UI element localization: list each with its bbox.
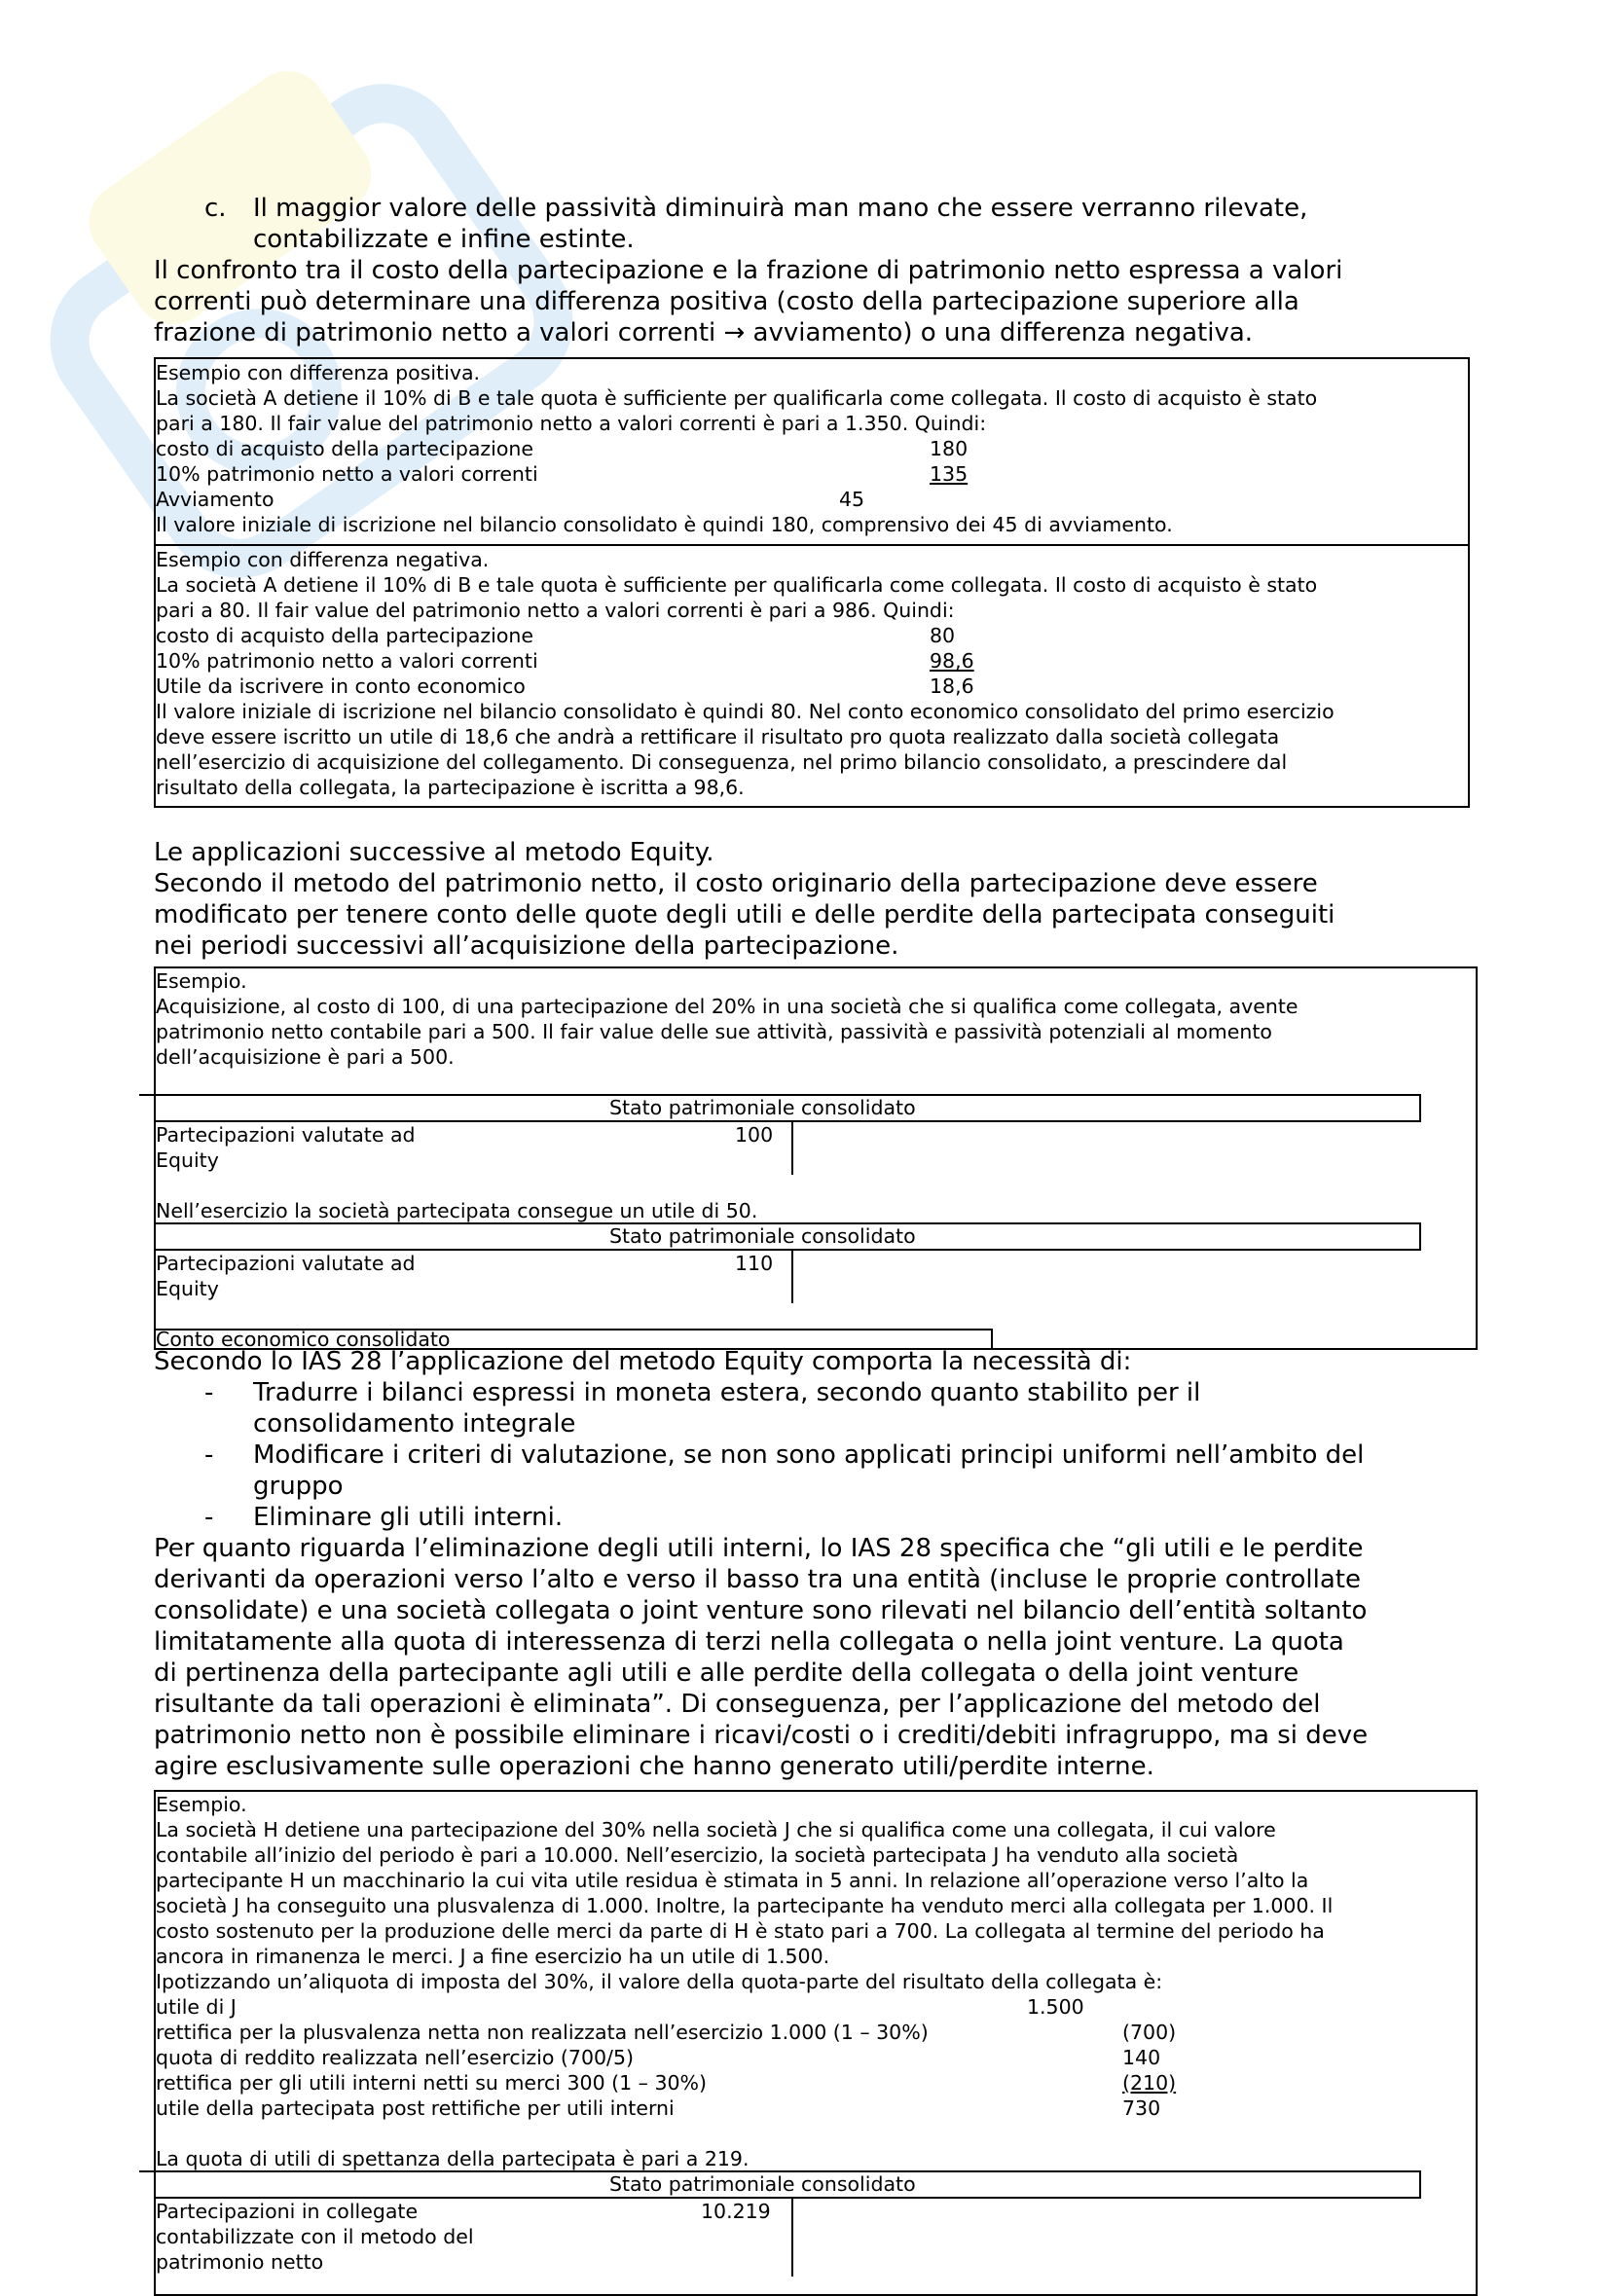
example-h-row4-label: rettifica per gli utili interni netti su merci 300 (1 – 30%)	[156, 2071, 708, 2095]
sp3-title: Stato patrimoniale consolidato	[609, 2172, 916, 2196]
example-h-row3-value: 140	[1122, 2046, 1161, 2069]
example-h-row4-value: (210)	[1122, 2071, 1177, 2095]
example-negative-row1-value: 80	[930, 624, 956, 647]
ias-para-line3: consolidate) e una società collegata o joint venture sono rilevati nel bilancio dell’entità soltanto	[154, 1596, 1368, 1625]
list-marker-c: c.	[204, 194, 227, 223]
sp1-value: 100	[735, 1123, 774, 1147]
example-negative-line2: pari a 80. Il fair value del patrimonio netto a valori correnti è pari a 986. Quindi:	[156, 599, 955, 622]
equity-example-line3: dell’acquisizione è pari a 500.	[156, 1045, 455, 1069]
bullet-2-line2: gruppo	[253, 1472, 344, 1501]
example-positive-row2-value: 135	[930, 462, 969, 486]
example-negative-row3-label: Utile da iscrivere in conto economico	[156, 674, 526, 698]
sp3-column-divider	[791, 2199, 793, 2277]
sp3-label-line2: contabilizzate con il metodo del	[156, 2225, 474, 2248]
example-positive-line1: La società A detiene il 10% di B e tale quota è sufficiente per qualificarla come collegata. Il costo di acquisto è stato	[156, 386, 1318, 410]
example-positive-row2-label: 10% patrimonio netto a valori correnti	[156, 462, 538, 486]
sp1-title: Stato patrimoniale consolidato	[609, 1096, 916, 1119]
example-h-row1-value: 1.500	[1027, 1995, 1084, 2019]
example-positive-row3-value: 45	[839, 488, 865, 511]
example-h-row2-value: (700)	[1122, 2021, 1177, 2044]
example-negative-title: Esempio con differenza negativa.	[156, 548, 490, 571]
equity-example-line1: Acquisizione, al costo di 100, di una partecipazione del 20% in una società che si qualifica come collegata, avente	[156, 995, 1298, 1018]
example-positive-conclusion: Il valore iniziale di iscrizione nel bilancio consolidato è quindi 180, comprensivo dei 45 di avviamento.	[156, 513, 1173, 536]
example-positive-title: Esempio con differenza positiva.	[156, 361, 481, 384]
example-h-row3-label: quota di reddito realizzata nell’esercizio (700/5)	[156, 2046, 634, 2069]
example-h-line7: Ipotizzando un’aliquota di imposta del 30%, il valore della quota-parte del risultato della collegata è:	[156, 1970, 1163, 1993]
ias-para-line5: di pertinenza della partecipante agli utili e alle perdite della collegata o della joint venture	[154, 1658, 1299, 1688]
sp3-label-line1: Partecipazioni in collegate	[156, 2200, 419, 2223]
example-h-quota-text: La quota di utili di spettanza della partecipata è pari a 219.	[156, 2147, 750, 2170]
example-h-line2: contabile all’inizio del periodo è pari a 10.000. Nell’esercizio, la società partecipata J ha venduto alla società	[156, 1843, 1239, 1867]
bullet-2-line1: Modificare i criteri di valutazione, se non sono applicati principi uniformi nell’ambito del	[253, 1440, 1365, 1470]
example-h-line6: ancora in rimanenza le merci. J a fine esercizio ha un utile di 1.500.	[156, 1945, 830, 1968]
equity-example-line2: patrimonio netto contabile pari a 500. Il fair value delle sue attività, passività e passività potenziali al momento	[156, 1020, 1272, 1043]
example-negative-conclusion-1: Il valore iniziale di iscrizione nel bilancio consolidato è quindi 80. Nel conto economico consolidato del primo esercizio	[156, 700, 1335, 723]
para-line2: correnti può determinare una differenza positiva (costo della partecipazione superiore alla	[154, 287, 1299, 316]
ias-para-line4: limitatamente alla quota di interessenza di terzi nella collegata o nella joint venture. La quota	[154, 1627, 1344, 1657]
examples-divider	[154, 544, 1470, 546]
example-negative-row1-label: costo di acquisto della partecipazione	[156, 624, 534, 647]
example-h-title: Esempio.	[156, 1793, 247, 1816]
example-positive-row1-label: costo di acquisto della partecipazione	[156, 437, 534, 460]
example-negative-row2-label: 10% patrimonio netto a valori correnti	[156, 649, 538, 673]
ias-para-line7: patrimonio netto non è possibile eliminare i ricavi/costi o i crediti/debiti infragruppo, ma si deve	[154, 1721, 1369, 1750]
sp2-column-divider	[791, 1251, 793, 1303]
example-negative-conclusion-4: risultato della collegata, la partecipazione è iscritta a 98,6.	[156, 776, 745, 799]
example-h-row5-value: 730	[1122, 2096, 1161, 2120]
sp3-line-stub	[139, 2170, 156, 2172]
bullet-1-line2: consolidamento integrale	[253, 1409, 576, 1439]
equity-example-title: Esempio.	[156, 969, 247, 993]
sp2-value: 110	[735, 1252, 774, 1275]
example-h-line4: società J ha conseguito una plusvalenza di 1.000. Inoltre, la partecipante ha venduto merci alla collegata per 1.000. Il	[156, 1894, 1334, 1917]
utile-text: Nell’esercizio la società partecipata consegue un utile di 50.	[156, 1199, 758, 1222]
equity-heading: Le applicazioni successive al metodo Equity.	[154, 838, 714, 867]
example-h-line5: costo sostenuto per la produzione delle merci da parte di H è stato pari a 700. La collegata al termine del periodo ha	[156, 1919, 1325, 1943]
sp3-value: 10.219	[701, 2200, 771, 2223]
para-line3: frazione di patrimonio netto a valori correnti → avviamento) o una differenza negativa.	[154, 318, 1254, 347]
example-positive-row1-value: 180	[930, 437, 969, 460]
sp1-column-divider	[791, 1122, 793, 1175]
bullet-3-line1: Eliminare gli utili interni.	[253, 1503, 564, 1532]
example-h-line1: La società H detiene una partecipazione del 30% nella società J che si qualifica come una collegata, il cui valore	[156, 1818, 1276, 1841]
sp2-title: Stato patrimoniale consolidato	[609, 1224, 916, 1248]
sp1-label-line2: Equity	[156, 1148, 219, 1172]
example-h-row1-label: utile di J	[156, 1995, 237, 2019]
sp2-label-line1: Partecipazioni valutate ad	[156, 1252, 416, 1275]
example-h-row5-label: utile della partecipata post rettifiche per utili interni	[156, 2096, 675, 2120]
ias-para-line1: Per quanto riguarda l’eliminazione degli utili interni, lo IAS 28 specifica che “gli utili e le perdite	[154, 1534, 1364, 1563]
bullet-1-marker: -	[204, 1378, 214, 1407]
example-negative-line1: La società A detiene il 10% di B e tale quota è sufficiente per qualificarla come collegata. Il costo di acquisto è stato	[156, 573, 1318, 597]
ias-para-line2: derivanti da operazioni verso l’alto e verso il basso tra una entità (incluse le proprie controllate	[154, 1565, 1361, 1594]
ce-title: Conto economico consolidato	[156, 1328, 451, 1351]
item-c-line1: Il maggior valore delle passività diminuirà man mano che essere verranno rilevate,	[253, 194, 1308, 223]
example-positive-row3-label: Avviamento	[156, 488, 274, 511]
sp3-label-line3: patrimonio netto	[156, 2250, 324, 2274]
equity-para-line2: modificato per tenere conto delle quote degli utili e delle perdite della partecipata conseguiti	[154, 900, 1335, 929]
para-line1: Il confronto tra il costo della partecipazione e la frazione di patrimonio netto espressa a valori	[154, 256, 1343, 285]
equity-para-line3: nei periodi successivi all’acquisizione della partecipazione.	[154, 931, 899, 961]
sp1-line-stub	[139, 1094, 156, 1096]
bullet-3-marker: -	[204, 1503, 214, 1532]
example-negative-row3-value: 18,6	[930, 674, 974, 698]
example-h-line3: partecipante H un macchinario la cui vita utile residua è stimata in 5 anni. In relazione all’operazione verso l’alto la	[156, 1869, 1309, 1892]
ias-para-line6: risultante da tali operazioni è eliminata”. Di conseguenza, per l’applicazione del metodo del	[154, 1690, 1321, 1719]
sp1-label-line1: Partecipazioni valutate ad	[156, 1123, 416, 1147]
ias-intro: Secondo lo IAS 28 l’applicazione del metodo Equity comporta la necessità di:	[154, 1347, 1132, 1376]
example-h-row2-label: rettifica per la plusvalenza netta non realizzata nell’esercizio 1.000 (1 – 30%)	[156, 2021, 929, 2044]
equity-para-line1: Secondo il metodo del patrimonio netto, il costo originario della partecipazione deve essere	[154, 869, 1318, 898]
example-negative-row2-value: 98,6	[930, 649, 974, 673]
bullet-1-line1: Tradurre i bilanci espressi in moneta estera, secondo quanto stabilito per il	[253, 1378, 1201, 1407]
example-negative-conclusion-2: deve essere iscritto un utile di 18,6 che andrà a rettificare il risultato pro quota realizzato dalla società collegata	[156, 725, 1280, 748]
ias-para-line8: agire esclusivamente sulle operazioni che hanno generato utili/perdite interne.	[154, 1752, 1154, 1781]
bullet-2-marker: -	[204, 1440, 214, 1470]
example-negative-conclusion-3: nell’esercizio di acquisizione del collegamento. Di conseguenza, nel primo bilancio consolidato, a prescindere dal	[156, 750, 1288, 774]
example-positive-line2: pari a 180. Il fair value del patrimonio netto a valori correnti è pari a 1.350. Quindi:	[156, 412, 987, 435]
sp2-label-line2: Equity	[156, 1277, 219, 1300]
item-c-line2: contabilizzate e infine estinte.	[253, 225, 635, 254]
